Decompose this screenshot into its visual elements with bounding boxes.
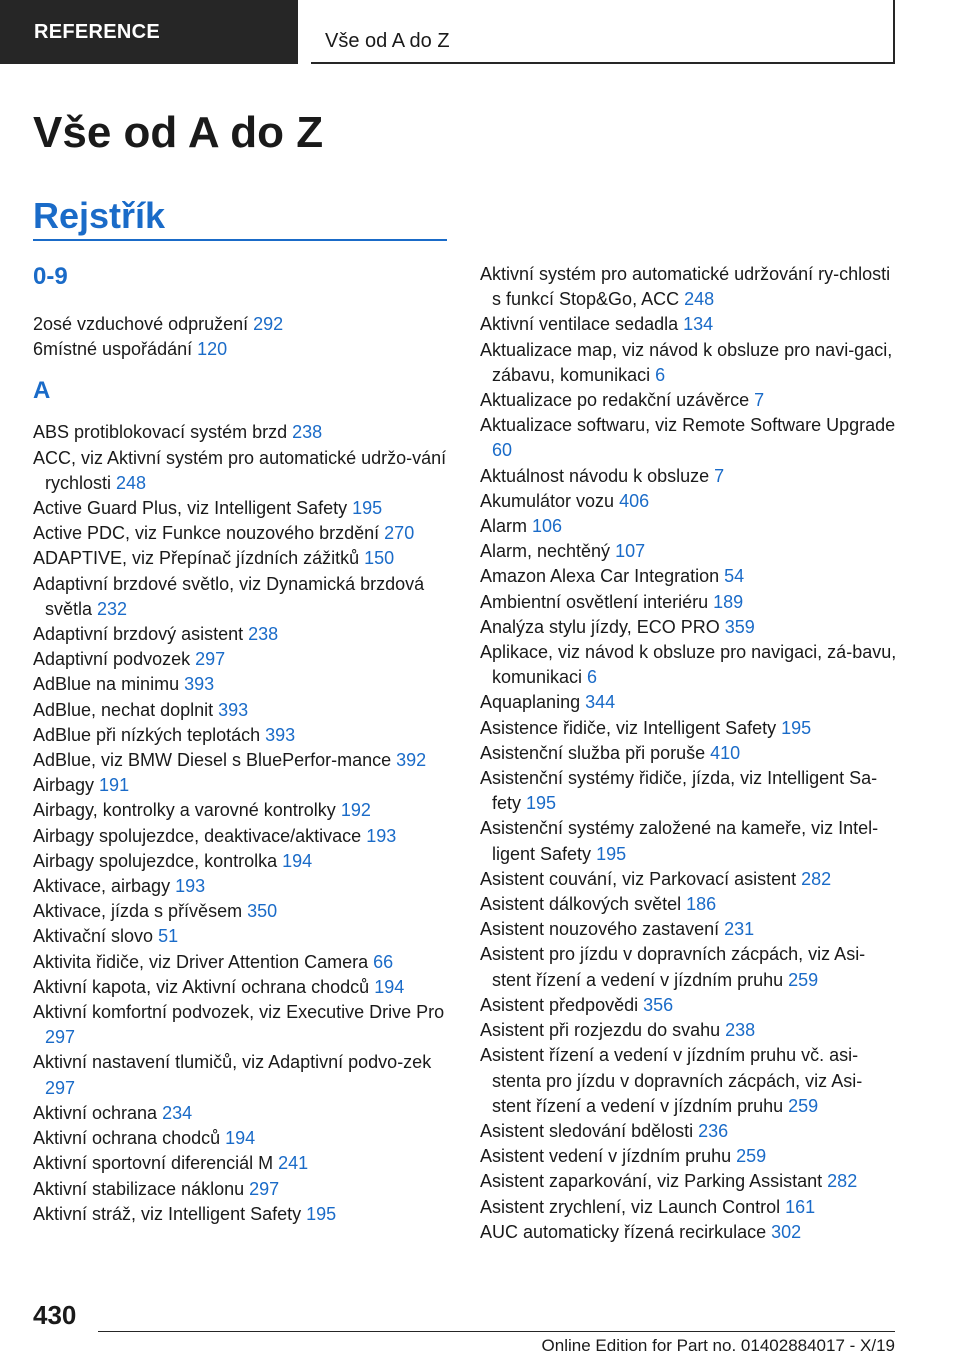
index-entry-page-link[interactable]: 189 xyxy=(713,591,744,612)
index-entry-term: Asistent zaparkování, viz Parking Assistant xyxy=(480,1171,828,1192)
index-entry-term: Airbagy spolujezdce, deaktivace/aktivace xyxy=(33,825,367,846)
index-entry xyxy=(33,899,453,924)
index-entry-page-link[interactable]: 107 xyxy=(615,541,646,562)
index-entry xyxy=(480,716,900,741)
index-entry-page-link[interactable]: 195 xyxy=(526,793,557,814)
index-entry xyxy=(480,1220,900,1245)
index-entry-page-link[interactable]: 161 xyxy=(785,1196,816,1217)
index-entry-page-link[interactable]: 7 xyxy=(754,390,765,411)
index-entry xyxy=(480,615,900,640)
index-entry-page-link[interactable]: 297 xyxy=(45,1077,76,1098)
index-letter-heading: 0-9 xyxy=(33,263,68,290)
index-entry xyxy=(480,741,900,766)
index-entry xyxy=(480,1018,900,1043)
index-entry xyxy=(480,388,900,413)
index-entry-page-link[interactable]: 248 xyxy=(684,289,715,310)
index-entry xyxy=(480,514,900,539)
index-entry-page-link[interactable]: 259 xyxy=(788,969,819,990)
index-entry-page-link[interactable]: 292 xyxy=(253,314,284,334)
index-entry-page-link[interactable]: 406 xyxy=(619,490,650,511)
index-entry-page-link[interactable]: 106 xyxy=(532,516,563,537)
index-entry xyxy=(33,773,453,798)
index-entry-page-link[interactable]: 51 xyxy=(158,926,179,947)
index-entry-term: Adaptivní podvozek xyxy=(33,649,196,670)
index-entry-page-link[interactable]: 302 xyxy=(771,1221,802,1242)
header-section-tab: REFERENCE xyxy=(0,0,298,64)
index-entry xyxy=(33,420,453,445)
index-entry-term: Asistenční služba při poruše xyxy=(480,742,711,763)
index-entry-page-link[interactable]: 7 xyxy=(714,465,725,486)
index-entry xyxy=(33,798,453,823)
index-entry-page-link[interactable]: 195 xyxy=(781,717,812,738)
index-entry-page-link[interactable]: 238 xyxy=(248,624,279,645)
index-entry xyxy=(33,446,453,496)
index-entry-page-link[interactable]: 238 xyxy=(725,1020,756,1041)
index-entry-term: Aktivní stabilizace náklonu xyxy=(33,1178,250,1199)
index-entry-term: Asistent dálkových světel xyxy=(480,894,687,915)
index-entry-page-link[interactable]: 356 xyxy=(643,994,674,1015)
index-entry-page-link[interactable]: 120 xyxy=(197,339,228,360)
index-entry-page-link[interactable]: 54 xyxy=(724,566,745,587)
index-entry-term: Aktivní stráž, viz Intelligent Safety xyxy=(33,1203,307,1224)
index-entry-term: Analýza stylu jízdy, ECO PRO xyxy=(480,616,725,637)
index-entry-term: Aktualizace po redakční uzávěrce xyxy=(480,390,755,411)
index-entry-term: Asistent pro jízdu v dopravních zácpách, viz Asi‐stent řízení a vedení v jízdním pruhu xyxy=(480,944,866,990)
index-entry-page-link[interactable]: 231 xyxy=(724,919,755,940)
index-entry-term: Aplikace, viz návod k obsluze pro navigaci, zá‐bavu, komunikaci xyxy=(480,642,897,688)
index-entry xyxy=(33,496,453,521)
index-entry-page-link[interactable]: 248 xyxy=(116,472,147,493)
index-entry xyxy=(480,564,900,589)
index-letter-heading: A xyxy=(33,377,51,405)
index-entry xyxy=(33,312,453,337)
index-entry-page-link[interactable]: 359 xyxy=(724,616,755,637)
page-number: 430 xyxy=(33,1300,77,1330)
index-entry-term: ABS protiblokovací systém brzd xyxy=(33,422,293,443)
index-entry-term: Asistenční systémy založené na kameře, viz Intel‐ligent Safety xyxy=(480,818,879,864)
index-entry-page-link[interactable]: 194 xyxy=(225,1128,256,1149)
index-entry-term: Amazon Alexa Car Integration xyxy=(480,566,725,587)
index-entry-page-link[interactable]: 195 xyxy=(596,843,627,864)
index-entry-page-link[interactable]: 232 xyxy=(97,598,128,619)
index-entry-term: Aktivní kapota, viz Aktivní ochrana chodců xyxy=(33,976,375,997)
index-entry xyxy=(33,647,453,672)
index-entry-page-link[interactable]: 282 xyxy=(827,1171,858,1192)
index-entry-term: Asistent vedení v jízdním pruhu xyxy=(480,1146,737,1167)
index-entry xyxy=(33,723,453,748)
index-entry xyxy=(33,546,453,571)
index-entry-term: Asistent zrychlení, viz Launch Control xyxy=(480,1196,786,1217)
index-entry-page-link[interactable]: 66 xyxy=(373,951,394,972)
index-entry-page-link[interactable]: 393 xyxy=(218,699,249,720)
index-entry-term: Aktivní sportovní diferenciál M xyxy=(33,1153,279,1174)
index-entry-page-link[interactable]: 134 xyxy=(683,314,714,335)
index-entry-term: Airbagy xyxy=(33,775,100,796)
index-entry xyxy=(33,622,453,647)
index-entry-term: Adaptivní brzdový asistent xyxy=(33,624,249,645)
index-entry-term: AdBlue při nízkých teplotách xyxy=(33,724,266,745)
index-entry-page-link[interactable]: 270 xyxy=(384,523,415,544)
index-entry-page-link[interactable]: 410 xyxy=(710,742,741,763)
index-entry-page-link[interactable]: 297 xyxy=(45,1027,76,1048)
index-entry xyxy=(480,942,900,992)
index-entry-term: Asistent nouzového zastavení xyxy=(480,919,725,940)
index-entry xyxy=(480,262,900,312)
index-entry xyxy=(480,338,900,388)
index-entry xyxy=(480,640,900,690)
index-entry xyxy=(33,849,453,874)
index-entry xyxy=(33,924,453,949)
index-entry xyxy=(33,748,453,773)
index-entry-page-link[interactable]: 259 xyxy=(788,1095,819,1116)
index-entry xyxy=(480,590,900,615)
index-entry-term: Aktualizace map, viz návod k obsluze pro navi‐gaci, zábavu, komunikaci xyxy=(480,339,893,385)
index-entry-term: AUC automaticky řízená recirkulace xyxy=(480,1221,772,1242)
index-column-left xyxy=(33,312,453,1227)
index-column-right xyxy=(480,262,900,1245)
footer-divider xyxy=(98,1331,895,1332)
index-entry-page-link[interactable]: 241 xyxy=(278,1153,309,1174)
index-entry xyxy=(480,1144,900,1169)
index-entry-page-link[interactable]: 6 xyxy=(587,667,598,688)
index-entry xyxy=(33,1101,453,1126)
index-entry xyxy=(480,312,900,337)
index-entry xyxy=(33,950,453,975)
index-entry xyxy=(33,1151,453,1176)
index-entry-term: Aktivní komfortní podvozek, viz Executive Drive Pro xyxy=(33,1002,445,1023)
section-divider xyxy=(33,239,447,241)
section-title: Rejstřík xyxy=(33,195,166,236)
page-title: Vše od A do Z xyxy=(33,108,324,157)
index-entry xyxy=(33,337,453,362)
index-entry xyxy=(480,1195,900,1220)
index-entry-term: Aktivační slovo xyxy=(33,926,159,947)
index-entry-term: Active PDC, viz Funkce nouzového brzdění xyxy=(33,523,385,544)
index-entry-page-link[interactable]: 392 xyxy=(396,750,427,771)
index-entry xyxy=(480,1169,900,1194)
index-entry-page-link[interactable]: 150 xyxy=(364,548,395,569)
index-entry-term: AdBlue, viz BMW Diesel s BluePerfor‐mance xyxy=(33,750,397,771)
index-entry-page-link[interactable]: 393 xyxy=(184,674,215,695)
index-entry xyxy=(33,874,453,899)
index-entry-term: Alarm, nechtěný xyxy=(480,541,616,562)
index-entry-term: ADAPTIVE, viz Přepínač jízdních zážitků xyxy=(33,548,365,569)
index-entry-page-link[interactable]: 193 xyxy=(175,876,206,897)
index-entry xyxy=(480,917,900,942)
index-entry-term: Ambientní osvětlení interiéru xyxy=(480,591,714,612)
index-entry-term: Asistent řízení a vedení v jízdním pruhu vč. asi‐stenta pro jízdu v dopravních zácpách, viz Asi‐stent řízení a vedení v jízdním pruhu xyxy=(480,1045,863,1116)
index-entry-term: AdBlue, nechat doplnit xyxy=(33,699,219,720)
index-entry xyxy=(33,824,453,849)
index-entry-term: Active Guard Plus, viz Intelligent Safety xyxy=(33,498,353,519)
index-entry xyxy=(480,766,900,816)
index-entry-term: Asistence řidiče, viz Intelligent Safety xyxy=(480,717,782,738)
index-entry-term: Asistent při rozjezdu do svahu xyxy=(480,1020,726,1041)
index-entry-term: Aktivita řidiče, viz Driver Attention Camera xyxy=(33,951,374,972)
index-entry xyxy=(33,975,453,1000)
index-entry-term: Airbagy, kontrolky a varovné kontrolky xyxy=(33,800,341,821)
index-entry xyxy=(33,1202,453,1227)
index-entry xyxy=(480,413,900,463)
index-entry-term: ACC, viz Aktivní systém pro automatické udržo‐vání rychlosti xyxy=(33,447,447,493)
index-entry-term: Asistent couvání, viz Parkovací asistent xyxy=(480,868,802,889)
index-entry-page-link[interactable]: 193 xyxy=(366,825,397,846)
index-entry-term: Aktivní systém pro automatické udržování ry‐chlosti s funkcí Stop&Go, ACC xyxy=(480,264,891,310)
index-entry xyxy=(33,1050,453,1100)
index-entry-page-link[interactable]: 6 xyxy=(655,364,666,385)
header-chapter-title: Vše od A do Z xyxy=(311,0,895,64)
index-entry-page-link[interactable]: 234 xyxy=(162,1102,193,1123)
index-entry-term: Asistent předpovědi xyxy=(480,994,644,1015)
index-entry xyxy=(480,539,900,564)
index-entry-term: Aktivní ochrana chodců xyxy=(33,1128,226,1149)
index-entry xyxy=(480,867,900,892)
footer-edition-note: Online Edition for Part no. 01402884017 - X/19 xyxy=(541,1336,895,1355)
index-entry-page-link[interactable]: 259 xyxy=(736,1146,767,1167)
index-entry xyxy=(480,464,900,489)
index-entry-page-link[interactable]: 194 xyxy=(374,976,405,997)
index-entry xyxy=(480,489,900,514)
index-entry-term: Aktivní ochrana xyxy=(33,1102,163,1123)
index-entry xyxy=(480,816,900,866)
index-entry-term: Asistenční systémy řidiče, jízda, viz Intelligent Sa‐fety xyxy=(480,768,878,814)
index-entry-page-link[interactable]: 344 xyxy=(585,692,616,713)
index-entry-term: AdBlue na minimu xyxy=(33,674,185,695)
index-entry-term: Adaptivní brzdové světlo, viz Dynamická brzdová světla xyxy=(33,573,425,619)
index-entry-page-link[interactable]: 192 xyxy=(340,800,371,821)
index-entry xyxy=(480,1119,900,1144)
index-entry xyxy=(33,1000,453,1050)
index-entry-page-link[interactable]: 186 xyxy=(686,894,717,915)
index-entry-page-link[interactable]: 297 xyxy=(195,649,226,670)
index-entry-page-link[interactable]: 350 xyxy=(247,901,278,922)
index-entry-term: Aktivní ventilace sedadla xyxy=(480,314,684,335)
index-entry xyxy=(480,1043,900,1119)
index-entry-term: Alarm xyxy=(480,516,533,537)
index-entry-term: Asistent sledování bdělosti xyxy=(480,1120,699,1141)
index-entry-term: Aktivace, airbagy xyxy=(33,876,176,897)
index-entry-page-link[interactable]: 297 xyxy=(249,1178,280,1199)
index-entry xyxy=(33,521,453,546)
index-entry xyxy=(33,572,453,622)
index-entry xyxy=(480,993,900,1018)
index-entry-term: Aktuálnost návodu k obsluze xyxy=(480,465,715,486)
index-entry-term: Aktivní nastavení tlumičů, viz Adaptivní podvo‐zek xyxy=(33,1052,432,1073)
index-entry-page-link[interactable]: 393 xyxy=(265,724,296,745)
index-entry xyxy=(480,892,900,917)
index-entry xyxy=(33,698,453,723)
index-entry-term: Aktivace, jízda s přívěsem xyxy=(33,901,248,922)
index-entry-page-link[interactable]: 238 xyxy=(292,422,323,443)
index-entry xyxy=(33,1126,453,1151)
index-entry-page-link[interactable]: 195 xyxy=(352,498,383,519)
index-entry-term: Airbagy spolujezdce, kontrolka xyxy=(33,850,283,871)
index-entry xyxy=(33,672,453,697)
index-entry-term: 2osé vzduchové odpružení xyxy=(33,314,254,334)
index-entry xyxy=(480,690,900,715)
index-entry-term: Akumulátor vozu xyxy=(480,490,620,511)
index-entry-page-link[interactable]: 194 xyxy=(282,850,313,871)
index-entry-term: 6místné uspořádání xyxy=(33,339,198,360)
index-entry-page-link[interactable]: 236 xyxy=(698,1120,729,1141)
index-entry-page-link[interactable]: 282 xyxy=(801,868,832,889)
index-entry-term: Aquaplaning xyxy=(480,692,586,713)
index-entry-term: Aktualizace softwaru, viz Remote Software Upgrade xyxy=(480,415,896,436)
index-entry-page-link[interactable]: 195 xyxy=(306,1203,337,1224)
index-entry-page-link[interactable]: 191 xyxy=(99,775,130,796)
index-entry-page-link[interactable]: 60 xyxy=(492,440,513,461)
index-entry xyxy=(33,1177,453,1202)
